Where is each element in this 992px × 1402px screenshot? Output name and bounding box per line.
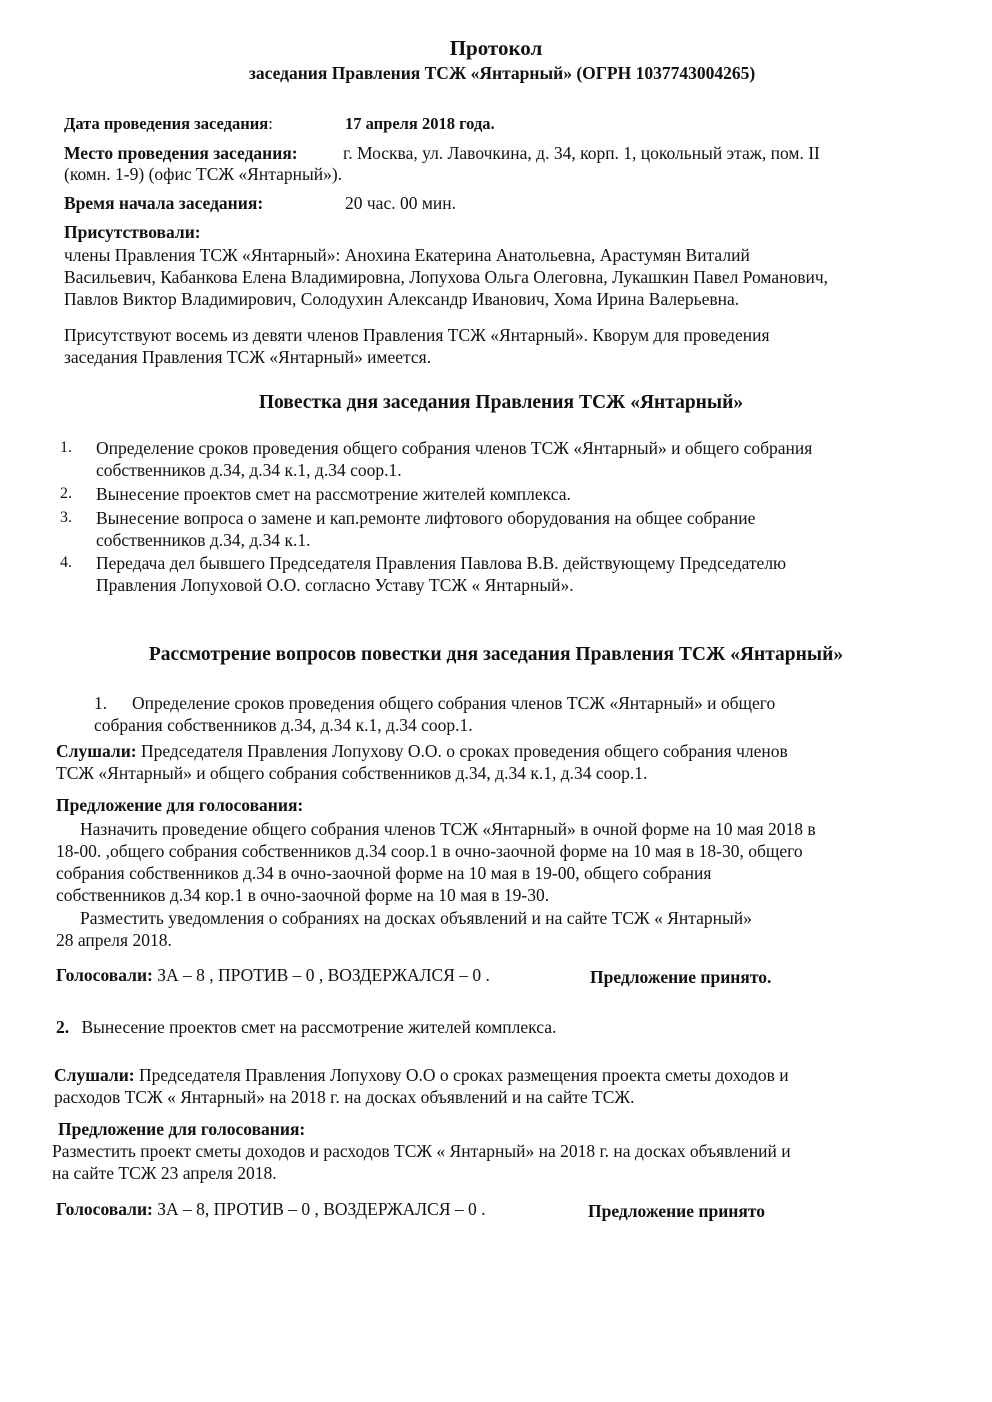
q2-number: 2. <box>56 1017 70 1037</box>
q1-title-line1: Определение сроков проведения общего собрания членов ТСЖ «Янтарный» и общего <box>132 693 776 713</box>
attendance-line: Васильевич, Кабанкова Елена Владимировна, Лопухова Ольга Олеговна, Лукашкин Павел Романович, <box>64 267 829 287</box>
q2-title-text: Вынесение проектов смет на рассмотрение жителей комплекса. <box>81 1017 557 1037</box>
attendance-line: Павлов Виктор Владимирович, Солодухин Александр Иванович, Хома Ирина Валерьевна. <box>64 289 740 309</box>
q2-title <box>56 1016 556 1038</box>
date-label: Дата проведения заседания <box>64 114 269 133</box>
q2-proposal-line: Разместить проект сметы доходов и расходов ТСЖ « Янтарный» на 2018 г. на досках объявлений и <box>52 1141 791 1161</box>
q2-vote <box>56 1198 486 1220</box>
q2-proposal-label: Предложение для голосования: <box>58 1119 306 1139</box>
date-value: 17 апреля 2018 года. <box>345 114 495 133</box>
date-row <box>64 113 273 135</box>
agenda-item-number: 1. <box>60 439 72 456</box>
document-title: Протокол <box>449 36 543 60</box>
q2-proposal <box>52 1140 936 1184</box>
q1-proposal <box>56 818 938 906</box>
place-value-line2: (комн. 1-9) (офис ТСЖ «Янтарный»). <box>64 164 343 184</box>
q2-result: Предложение принято <box>588 1201 765 1221</box>
q1-result: Предложение принято. <box>590 967 772 987</box>
q1-proposal-line: Назначить проведение общего собрания членов ТСЖ «Янтарный» в очной форме на 10 мая 2018 в <box>80 819 816 839</box>
consideration-heading: Рассмотрение вопросов повестки дня заседания Правления ТСЖ «Янтарный» <box>148 644 844 665</box>
agenda-item-number: 4. <box>60 554 72 571</box>
q1-proposal-line: 18-00. ,общего собрания собственников д.34 соор.1 в очно-заочной форме на 10 мая в 18-30, общего <box>56 841 803 861</box>
q1-heard <box>56 740 938 784</box>
q1-notice-line: 28 апреля 2018. <box>56 930 172 950</box>
q1-notice <box>56 907 938 951</box>
q1-number: 1. <box>94 693 108 713</box>
agenda-item-number: 2. <box>60 485 72 502</box>
q1-heard-line2: ТСЖ «Янтарный» и общего собрания собственников д.34, д.34 к.1, д.34 соор.1. <box>56 763 648 783</box>
agenda-item <box>60 552 942 596</box>
agenda-item <box>60 507 942 551</box>
q1-heard-label: Слушали: <box>56 741 137 761</box>
agenda-item-line: Вынесение вопроса о замене и кап.ремонте лифтового оборудования на общее собрание <box>96 508 756 528</box>
quorum-text <box>64 324 944 368</box>
q2-heard <box>54 1064 938 1108</box>
agenda-item-line: Вынесение проектов смет на рассмотрение жителей комплекса. <box>96 484 571 504</box>
quorum-line: Присутствуют восемь из девяти членов Правления ТСЖ «Янтарный». Кворум для проведения <box>64 325 770 345</box>
q1-proposal-label: Предложение для голосования: <box>56 795 304 815</box>
agenda-item <box>60 437 942 481</box>
agenda-item <box>60 483 942 505</box>
agenda-item-line: Передача дел бывшего Председателя Правления Павлова В.В. действующему Председателю <box>96 553 787 573</box>
attendance-text <box>64 244 944 310</box>
attendance-line: члены Правления ТСЖ «Янтарный»: Анохина Екатерина Анатольевна, Арастумян Виталий <box>64 245 750 265</box>
q1-vote-label: Голосовали: <box>56 965 153 985</box>
q1-vote <box>56 964 490 986</box>
q1-notice-line: Разместить уведомления о собраниях на досках объявлений и на сайте ТСЖ « Янтарный» <box>80 908 752 928</box>
q2-heard-line1: Председателя Правления Лопухову О.О о сроках размещения проекта сметы доходов и <box>139 1065 789 1085</box>
agenda-item-line: собственников д.34, д.34 к.1, д.34 соор.1. <box>96 460 402 480</box>
q1-title-line2: собрания собственников д.34, д.34 к.1, д.34 соор.1. <box>94 715 473 735</box>
quorum-line: заседания Правления ТСЖ «Янтарный» имеется. <box>64 347 432 367</box>
q1-vote-text: ЗА – 8 , ПРОТИВ – 0 , ВОЗДЕРЖАЛСЯ – 0 . <box>157 965 490 985</box>
q1-heard-line1: Председателя Правления Лопухову О.О. о сроках проведения общего собрания членов <box>141 741 788 761</box>
q2-vote-text: ЗА – 8, ПРОТИВ – 0 , ВОЗДЕРЖАЛСЯ – 0 . <box>157 1199 486 1219</box>
q2-heard-label: Слушали: <box>54 1065 135 1085</box>
date-colon: : <box>268 114 273 133</box>
agenda-item-number: 3. <box>60 509 72 526</box>
agenda-item-line: собственников д.34, д.34 к.1. <box>96 530 311 550</box>
q2-heard-line2: расходов ТСЖ « Янтарный» на 2018 г. на досках объявлений и на сайте ТСЖ. <box>54 1087 635 1107</box>
time-value: 20 час. 00 мин. <box>345 193 457 213</box>
q2-vote-label: Голосовали: <box>56 1199 153 1219</box>
q2-proposal-line: на сайте ТСЖ 23 апреля 2018. <box>52 1163 277 1183</box>
time-label: Время начала заседания: <box>64 193 264 213</box>
agenda-heading: Повестка дня заседания Правления ТСЖ «Янтарный» <box>258 392 744 413</box>
q1-proposal-line: собственников д.34 кор.1 в очно-заочной форме на 10 мая в 19-30. <box>56 885 550 905</box>
agenda-item-line: Определение сроков проведения общего собрания членов ТСЖ «Янтарный» и общего собрания <box>96 438 813 458</box>
document-subtitle: заседания Правления ТСЖ «Янтарный» (ОГРН 1037743004265) <box>248 63 756 83</box>
q1-proposal-line: собрания собственников д.34 в очно-заочной форме на 10 мая в 19-00, общего собрания <box>56 863 712 883</box>
place-label: Место проведения заседания: <box>64 143 298 163</box>
place-value-line1: г. Москва, ул. Лавочкина, д. 34, корп. 1, цокольный этаж, пом. II <box>343 143 820 163</box>
attendance-label: Присутствовали: <box>64 222 201 242</box>
agenda-item-line: Правления Лопуховой О.О. согласно Уставу ТСЖ « Янтарный». <box>96 575 574 595</box>
